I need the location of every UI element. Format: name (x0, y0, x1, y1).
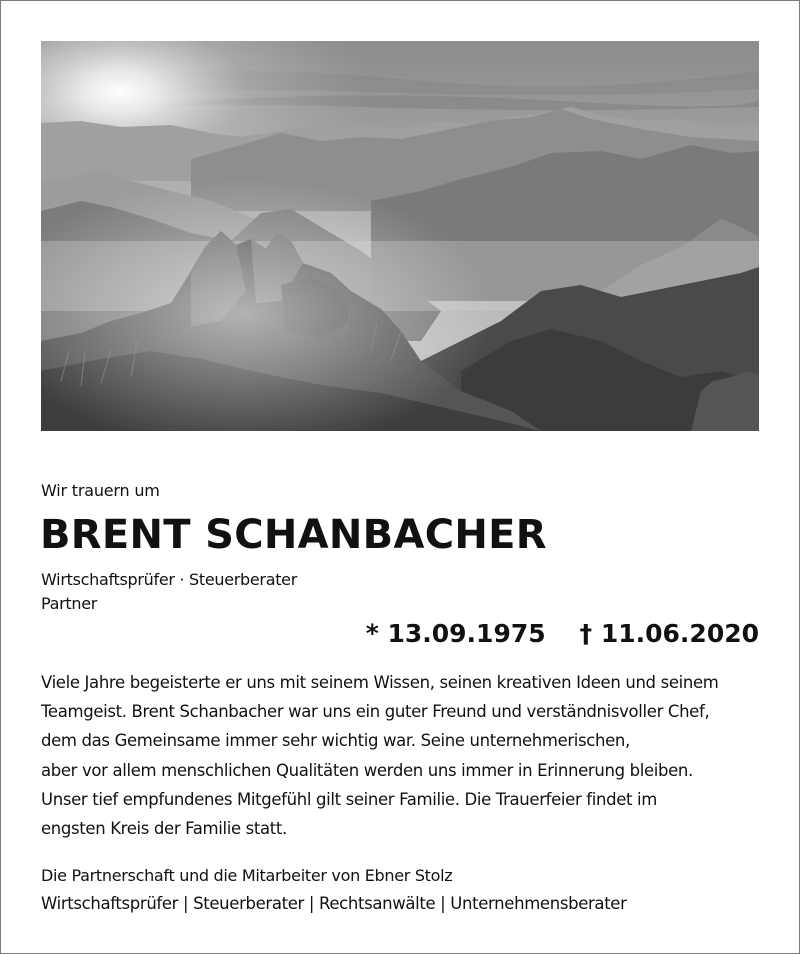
mountain-photo (41, 41, 759, 431)
body-line: Teamgeist. Brent Schanbacher war uns ein guter Freund und verständnisvoller Chef, (41, 702, 710, 722)
position-line: Partner (41, 594, 98, 613)
deceased-name: BRENT SCHANBACHER (40, 512, 547, 558)
death-date: † 11.06.2020 (579, 619, 759, 648)
obituary-body (41, 668, 741, 843)
body-line: Unser tief empfundenes Mitgefühl gilt seiner Familie. Die Trauerfeier findet im (41, 789, 657, 809)
body-line: engsten Kreis der Familie statt. (41, 819, 287, 839)
life-dates (366, 619, 759, 648)
body-line: dem das Gemeinsame immer sehr wichtig war. Seine unternehmerischen, (41, 731, 630, 751)
mountain-landscape-image (41, 41, 759, 431)
intro-text: Wir trauern um (41, 481, 160, 500)
company-services-line: Wirtschaftsprüfer | Steuerberater | Rechtsanwälte | Unternehmensberater (41, 894, 627, 913)
birth-date: * 13.09.1975 (365, 619, 546, 648)
body-line: Viele Jahre begeisterte er uns mit seinem Wissen, seinen kreativen Ideen und seinem (41, 673, 719, 692)
signature-line: Die Partnerschaft und die Mitarbeiter von Ebner Stolz (41, 866, 453, 885)
body-line: aber vor allem menschlichen Qualitäten werden uns immer in Erinnerung bleiben. (41, 760, 693, 780)
profession-line: Wirtschaftsprüfer · Steuerberater (41, 570, 298, 589)
